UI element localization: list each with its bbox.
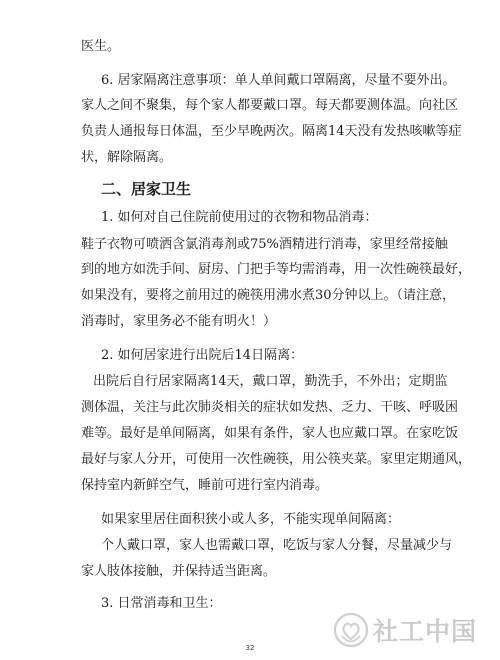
text-line: 负责人通报每日体温，至少早晚两次。隔离14天没有发热咳嗽等症 — [81, 124, 462, 139]
text-line: 6. 居家隔离注意事项：单人单间戴口罩隔离，尽量不要外出。 — [101, 73, 456, 88]
text-line: 保持室内新鲜空气，睡前可进行室内消毒。 — [81, 478, 329, 493]
text-line: 家人肢体接触，并保持适当距离。 — [81, 564, 277, 579]
section-heading: 二、居家卫生 — [101, 180, 192, 198]
text-line: 如果没有，要将之前用过的碗筷用沸水煮30分钟以上。（请注意， — [81, 288, 456, 303]
page-number: 32 — [245, 644, 255, 652]
heart-hands-icon — [333, 612, 369, 648]
text-line: 3. 日常消毒和卫生： — [101, 596, 222, 611]
text-line: 家人之间不聚集，每个家人都要戴口罩。每天都要测体温。向社区 — [81, 98, 459, 113]
text-line: 1. 如何对自己住院前使用过的衣物和物品消毒： — [101, 210, 378, 225]
text-line: 消毒时，家里务必不能有明火！） — [81, 314, 277, 329]
text-line: 测体温，关注与此次肺炎相关的症状如发热、乏力、干咳、呼吸困 — [81, 400, 459, 415]
text-line: 医生。 — [81, 39, 121, 54]
watermark — [333, 610, 493, 650]
text-line: 鞋子衣物可喷洒含氯消毒剂或75%酒精进行消毒，家里经常接触 — [81, 237, 448, 252]
text-line: 如果家里居住面积狭小或人多，不能实现单间隔离： — [101, 512, 401, 527]
text-line: 难等。最好是单间隔离，如果有条件，家人也应戴口罩。在家吃饭 — [81, 426, 459, 441]
text-line: 2. 如何居家进行出院后14日隔离： — [101, 348, 304, 363]
watermark-text: 社工中国 — [373, 617, 478, 646]
text-line: 出院后自行居家隔离14天，戴口罩，勤洗手，不外出；定期监 — [93, 374, 448, 389]
text-line: 状，解除隔离。 — [81, 150, 173, 165]
text-line: 到的地方如洗手间、厨房、门把手等均需消毒，用一次性碗筷最好， — [81, 262, 472, 277]
text-line: 最好与家人分开，可使用一次性碗筷，用公筷夹菜。家里定期通风， — [81, 452, 472, 467]
text-line: 个人戴口罩，家人也需戴口罩，吃饭与家人分餐，尽量减少与 — [101, 538, 453, 553]
